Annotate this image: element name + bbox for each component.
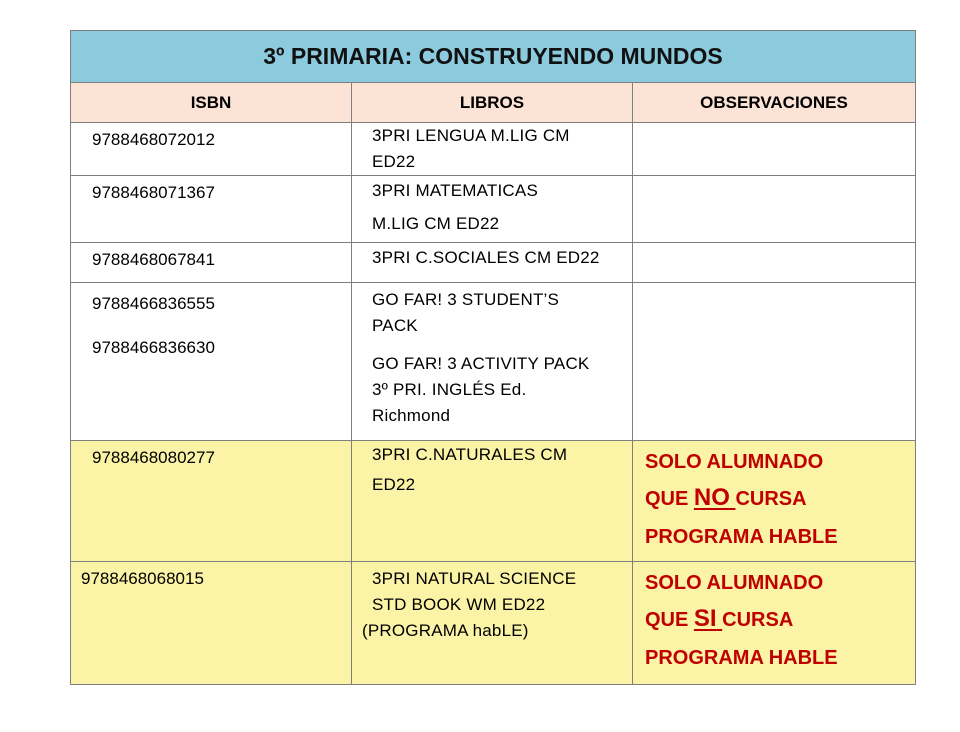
obs-line-3: PROGRAMA HABLE [645,647,838,669]
book-line: GO FAR! 3 ACTIVITY PACK [372,354,590,373]
obs-line-3: PROGRAMA HABLE [645,526,838,548]
obs-line-1: SOLO ALUMNADO [645,572,824,594]
book-line: ED22 [372,475,416,494]
table-row [71,441,916,562]
obs-pre: QUE [645,488,694,510]
book-line: ED22 [372,152,416,171]
book-line: PACK [372,316,418,335]
book-line: GO FAR! 3 STUDENT’S [372,290,560,309]
observaciones-cell [633,176,916,243]
spacer [372,339,632,351]
header-observaciones: OBSERVACIONES [633,83,916,123]
title-row [71,31,916,83]
header-libros: LIBROS [352,83,633,123]
isbn-cell: 9788468080277 [71,441,352,562]
table-title: 3º PRIMARIA: CONSTRUYENDO MUNDOS [71,31,916,83]
isbn-line: 9788466836555 [92,294,215,313]
obs-emphasis: SI [693,605,717,632]
observaciones-cell [633,243,916,283]
book-line: 3PRI MATEMATICAS [372,181,538,200]
obs-post: CURSA [735,488,807,510]
book-line: 3PRI C.SOCIALES CM ED22 [372,248,600,267]
book-line: 3º PRI. INGLÉS Ed. [372,380,527,399]
header-row [71,83,916,123]
book-line: Richmond [372,406,451,425]
book-cell [352,176,633,243]
spacer [92,317,351,335]
book-cell [352,283,633,441]
isbn-line: 9788466836630 [92,338,215,357]
isbn-cell: 9788468072012 [71,123,352,176]
obs-emphasis: NO [693,484,730,511]
isbn-cell: 9788468068015 [71,562,352,685]
book-line: 3PRI NATURAL SCIENCE [372,569,577,588]
table-row [71,123,916,176]
book-cell [352,562,633,685]
observaciones-cell [633,123,916,176]
isbn-cell: 9788468071367 [71,176,352,243]
table-row [71,243,916,283]
book-cell [352,441,633,562]
obs-post: CURSA [722,609,794,631]
book-line: (PROGRAMA habLE) [362,621,529,640]
observaciones-cell [633,441,916,562]
header-isbn: ISBN [71,83,352,123]
table-row [71,283,916,441]
obs-line-2 [645,600,915,639]
obs-line-1: SOLO ALUMNADO [645,451,824,473]
book-list-table [70,30,916,685]
book-line: 3PRI C.NATURALES CM [372,445,568,464]
table-row [71,562,916,685]
observaciones-cell [633,562,916,685]
obs-pre: QUE [645,609,694,631]
observaciones-cell [633,283,916,441]
book-line: 3PRI LENGUA M.LIG CM [372,126,570,145]
book-cell [352,123,633,176]
isbn-cell: 9788468067841 [71,243,352,283]
book-line: STD BOOK WM ED22 [372,595,546,614]
obs-line-2 [645,479,915,518]
isbn-cell [71,283,352,441]
book-cell [352,243,633,283]
table-row [71,176,916,243]
book-line: M.LIG CM ED22 [372,214,500,233]
